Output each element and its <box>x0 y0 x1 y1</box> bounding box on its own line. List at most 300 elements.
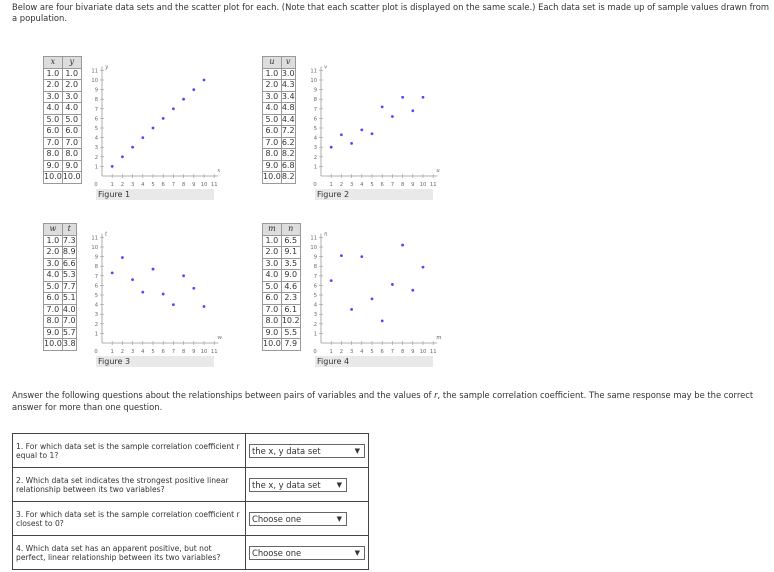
table-cell: 10.0 <box>44 339 62 349</box>
table-cell: 1.0 <box>44 68 63 80</box>
select-value: the x, y data set <box>252 445 321 456</box>
data-point <box>360 129 363 132</box>
table-row <box>263 316 301 328</box>
y-tick-label: 2 <box>94 321 98 328</box>
table-cell: 10.2 <box>281 316 300 326</box>
question-row-4 <box>13 536 369 570</box>
x-tick-label: 2 <box>120 349 125 355</box>
table-cell: 2.0 <box>263 80 282 92</box>
question-text: 2. Which data set indicates the strongest positive linear relationship between its two variables? <box>13 468 246 502</box>
x-tick-label: 3 <box>130 349 135 355</box>
table-cell: 8.0 <box>263 316 282 328</box>
scatter-plot-3 <box>91 231 222 358</box>
scatter-plot-2 <box>310 64 440 191</box>
table-cell: 2.0 <box>44 247 63 259</box>
y-tick-label: 9 <box>94 254 98 261</box>
y-tick-label: 6 <box>94 283 98 290</box>
x-tick-label: 9 <box>411 182 415 188</box>
y-tick-label: 7 <box>313 273 317 280</box>
x-tick-label: 11 <box>429 349 437 355</box>
table-cell: 8.2 <box>281 149 295 159</box>
x-tick-label: 3 <box>130 182 135 188</box>
y-tick-label: 5 <box>94 126 98 132</box>
table-row <box>263 160 296 172</box>
data-point <box>401 96 404 99</box>
y-tick-label: 3 <box>94 312 98 319</box>
data-point <box>111 165 114 168</box>
x-tick-label: 1 <box>329 349 333 355</box>
data-point <box>360 255 363 258</box>
data-point <box>381 320 384 323</box>
figure-caption: Figure 4 <box>315 356 433 367</box>
y-tick-label: 10 <box>91 78 98 84</box>
table-row <box>44 91 82 103</box>
data-point <box>131 278 134 281</box>
table-cell: 5.5 <box>281 327 300 339</box>
table-cell: 4.0 <box>263 103 282 115</box>
table-cell: 3.0 <box>263 91 282 103</box>
answer-select-1[interactable] <box>249 444 365 458</box>
table-cell: 9.0 <box>44 327 63 339</box>
x-tick-label: 11 <box>429 182 437 188</box>
table-cell: 3.0 <box>263 258 282 270</box>
data-point <box>391 283 394 286</box>
y-tick-label: 4 <box>313 302 317 309</box>
y-tick-label: 1 <box>313 331 317 338</box>
x-tick-label: 0 <box>313 349 317 355</box>
table-cell: 6.0 <box>44 126 63 138</box>
intro-part: , the sample correlation coefficient. The same response may be the correct answer for more than one question. <box>12 390 754 412</box>
data-point <box>330 146 333 149</box>
select-value: Choose one <box>252 513 302 524</box>
x-tick-label: 6 <box>380 349 384 355</box>
table-cell: 4.0 <box>62 304 76 314</box>
x-tick-label: 10 <box>200 349 208 355</box>
data-point <box>141 136 144 139</box>
table-cell: 6.6 <box>62 258 76 268</box>
question-row-2 <box>13 468 369 502</box>
intro-text: Below are four bivariate data sets and the scatter plot for each. (Note that each scatter plot is displayed on the same scale.) Each data set is made up of sample values drawn from a population. <box>12 2 770 23</box>
table-cell: 7.0 <box>62 137 81 149</box>
table-row <box>44 149 82 161</box>
answer-select-2[interactable] <box>249 478 347 492</box>
figure-caption: Figure 2 <box>315 189 433 200</box>
data-point <box>121 256 124 259</box>
table-row <box>263 126 296 138</box>
table-cell: 8.2 <box>281 172 295 182</box>
table-cell: 7.7 <box>62 281 76 291</box>
table-row <box>263 304 301 316</box>
y-tick-label: 4 <box>94 302 98 309</box>
table-cell: 7.0 <box>44 137 63 149</box>
y-tick-label: 1 <box>313 164 317 171</box>
table-row <box>44 339 77 351</box>
y-tick-label: 7 <box>94 273 98 280</box>
y-tick-label: 9 <box>313 87 317 94</box>
y-tick-label: 3 <box>313 312 317 319</box>
x-tick-label: 2 <box>339 349 344 355</box>
y-tick-label: 6 <box>313 283 317 290</box>
table-cell: 5.0 <box>62 114 81 126</box>
table-row <box>263 293 301 305</box>
table-cell: 7.0 <box>263 137 282 149</box>
dropdown-arrow-icon: ▼ <box>354 446 360 455</box>
data-table-3 <box>43 223 77 351</box>
x-tick-label: 11 <box>210 349 218 355</box>
data-point <box>203 79 206 82</box>
table-row <box>44 172 82 184</box>
y-tick-label: 5 <box>313 293 317 299</box>
col-header: w <box>44 224 63 236</box>
data-table-2 <box>262 56 296 184</box>
r-symbol: r <box>434 390 438 400</box>
data-point <box>131 146 134 149</box>
table-row <box>263 103 296 115</box>
col-header: v <box>281 57 295 69</box>
y-tick-label: 5 <box>94 293 98 299</box>
table-cell: 7.9 <box>281 339 300 351</box>
table-cell: 10.0 <box>44 172 62 182</box>
data-point <box>152 268 155 271</box>
x-tick-label: 6 <box>380 182 384 188</box>
table-cell: 7.0 <box>263 304 282 316</box>
table-cell: 2.0 <box>62 80 81 92</box>
data-point <box>152 127 155 130</box>
y-tick-label: 10 <box>91 245 98 251</box>
x-tick-label: 9 <box>411 349 415 355</box>
table-cell: 6.0 <box>263 126 282 138</box>
x-tick-label: 9 <box>192 349 196 355</box>
table-row <box>263 247 301 259</box>
answer-select-3[interactable] <box>249 512 347 526</box>
intro-part: Answer the following questions about the relationships between pairs of variables and the values of <box>12 390 435 400</box>
y-tick-label: 7 <box>94 106 98 113</box>
table-row <box>263 91 296 103</box>
data-point <box>192 88 195 91</box>
data-point <box>422 266 425 269</box>
x-axis-label: u <box>436 168 440 174</box>
x-tick-label: 8 <box>400 182 405 188</box>
question-row-3 <box>13 502 369 536</box>
table-cell: 8.9 <box>62 247 76 257</box>
question-text: 3. For which data set is the sample correlation coefficient r closest to 0? <box>13 502 246 536</box>
data-point <box>162 117 165 120</box>
y-tick-label: 3 <box>313 145 317 152</box>
table-row <box>44 293 77 305</box>
table-row <box>263 339 301 351</box>
table-cell: 3.5 <box>281 258 300 270</box>
x-tick-label: 4 <box>141 182 145 188</box>
select-value: Choose one <box>252 547 302 558</box>
question-text: 1. For which data set is the sample correlation coefficient r equal to 1? <box>13 434 246 468</box>
table-cell: 3.0 <box>44 258 63 270</box>
table-cell: 6.2 <box>281 137 295 147</box>
table-cell: 3.8 <box>62 339 76 349</box>
table-cell: 4.0 <box>44 270 63 282</box>
table-row <box>44 68 82 80</box>
question-text: 4. Which data set has an apparent positive, but not perfect, linear relationship between its two variables? <box>13 536 246 570</box>
y-tick-label: 4 <box>94 135 98 142</box>
table-cell: 10.0 <box>263 172 281 182</box>
y-tick-label: 10 <box>310 245 317 251</box>
table-cell: 7.2 <box>281 126 295 136</box>
table-row <box>44 316 77 328</box>
x-axis-label: w <box>217 335 222 341</box>
y-tick-label: 4 <box>313 135 317 142</box>
x-tick-label: 0 <box>313 182 317 188</box>
y-tick-label: 6 <box>94 116 98 123</box>
table-cell: 1.0 <box>263 235 282 247</box>
table-row <box>263 68 296 80</box>
x-tick-label: 3 <box>349 182 354 188</box>
y-tick-label: 9 <box>94 87 98 94</box>
table-row <box>44 327 77 339</box>
answer-select-4[interactable] <box>249 546 365 560</box>
table-cell: 8.0 <box>263 149 282 161</box>
table-row <box>263 149 296 161</box>
table-cell: 4.0 <box>263 270 282 282</box>
y-tick-label: 7 <box>313 106 317 113</box>
x-tick-label: 7 <box>390 182 395 188</box>
y-tick-label: 10 <box>310 78 317 84</box>
table-row <box>263 137 296 149</box>
table-cell: 6.8 <box>281 160 295 170</box>
col-header: u <box>263 57 282 69</box>
table-cell: 5.1 <box>62 293 76 303</box>
data-point <box>141 291 144 294</box>
x-tick-label: 7 <box>171 182 176 188</box>
table-cell: 3.0 <box>44 91 63 103</box>
data-point <box>192 287 195 290</box>
data-point <box>422 96 425 99</box>
table-cell: 4.6 <box>281 281 300 293</box>
table-cell: 9.0 <box>281 270 300 282</box>
table-cell: 10.0 <box>62 172 81 182</box>
questions-table <box>12 433 369 570</box>
table-row <box>263 80 296 92</box>
x-tick-label: 5 <box>370 349 374 355</box>
y-tick-label: 8 <box>313 97 317 104</box>
table-row <box>44 137 82 149</box>
table-cell: 5.3 <box>62 270 76 280</box>
x-tick-label: 6 <box>161 349 165 355</box>
table-cell: 9.0 <box>44 160 63 172</box>
table-cell: 3.0 <box>62 91 81 103</box>
data-point <box>340 133 343 136</box>
table-row <box>44 126 82 138</box>
table-cell: 2.3 <box>281 293 300 305</box>
y-tick-label: 11 <box>310 235 317 242</box>
y-tick-label: 8 <box>313 264 317 271</box>
figure-caption: Figure 3 <box>96 356 214 367</box>
data-point <box>111 272 114 275</box>
y-tick-label: 2 <box>94 154 98 161</box>
table-row <box>44 281 77 293</box>
col-header: y <box>62 57 81 69</box>
data-point <box>162 293 165 296</box>
x-tick-label: 7 <box>171 349 176 355</box>
table-cell: 5.7 <box>62 327 76 337</box>
x-tick-label: 4 <box>360 349 364 355</box>
table-cell: 2.0 <box>44 80 63 92</box>
table-cell: 4.0 <box>62 103 81 115</box>
y-tick-label: 11 <box>91 68 98 75</box>
table-cell: 10.0 <box>263 339 281 349</box>
x-tick-label: 1 <box>110 349 114 355</box>
col-header: n <box>281 224 300 236</box>
x-tick-label: 10 <box>200 182 208 188</box>
data-point <box>371 297 374 300</box>
table-cell: 4.8 <box>281 103 295 113</box>
table-row <box>44 270 77 282</box>
data-point <box>391 115 394 118</box>
x-tick-label: 5 <box>151 349 155 355</box>
y-tick-label: 1 <box>94 331 98 338</box>
table-cell: 5.0 <box>44 281 63 293</box>
table-cell: 4.0 <box>44 103 63 115</box>
table-row <box>44 80 82 92</box>
y-tick-label: 11 <box>91 235 98 242</box>
table-cell: 4.3 <box>281 80 295 90</box>
questions-intro <box>12 389 762 413</box>
y-axis-label: v <box>324 64 328 71</box>
x-tick-label: 1 <box>329 182 333 188</box>
x-tick-label: 0 <box>94 182 98 188</box>
y-tick-label: 8 <box>94 97 98 104</box>
y-tick-label: 11 <box>310 68 317 75</box>
data-table-4 <box>262 223 301 351</box>
x-tick-label: 0 <box>94 349 98 355</box>
table-cell: 1.0 <box>263 68 282 80</box>
table-row <box>44 103 82 115</box>
scatter-plot-4 <box>310 231 442 358</box>
data-point <box>172 107 175 110</box>
y-axis-label: t <box>105 231 108 238</box>
data-point <box>121 155 124 158</box>
x-tick-label: 7 <box>390 349 395 355</box>
table-row <box>44 304 77 316</box>
table-cell: 6.0 <box>62 126 81 138</box>
table-cell: 7.0 <box>62 316 76 326</box>
col-header: m <box>263 224 282 236</box>
x-tick-label: 6 <box>161 182 165 188</box>
table-cell: 2.0 <box>263 247 282 259</box>
x-tick-label: 4 <box>360 182 364 188</box>
table-cell: 9.0 <box>263 160 282 172</box>
table-row <box>263 281 301 293</box>
data-point <box>172 303 175 306</box>
table-cell: 7.0 <box>44 304 63 316</box>
y-tick-label: 8 <box>94 264 98 271</box>
y-axis-label: n <box>324 231 328 238</box>
table-cell: 7.3 <box>62 235 76 245</box>
table-cell: 1.0 <box>62 68 81 80</box>
x-tick-label: 10 <box>419 182 427 188</box>
y-tick-label: 1 <box>94 164 98 171</box>
table-row <box>44 114 82 126</box>
data-table-1 <box>43 56 82 184</box>
x-tick-label: 3 <box>349 349 354 355</box>
table-row <box>263 114 296 126</box>
table-cell: 5.0 <box>263 114 282 126</box>
table-cell: 9.0 <box>62 160 81 172</box>
table-cell: 9.0 <box>263 327 282 339</box>
x-tick-label: 5 <box>370 182 374 188</box>
data-point <box>411 289 414 292</box>
table-row <box>263 258 301 270</box>
x-tick-label: 1 <box>110 182 114 188</box>
data-point <box>401 244 404 247</box>
table-cell: 5.0 <box>44 114 63 126</box>
table-cell: 4.4 <box>281 114 295 124</box>
table-cell: 8.0 <box>44 316 63 328</box>
table-cell: 9.1 <box>281 247 300 259</box>
x-tick-label: 5 <box>151 182 155 188</box>
x-tick-label: 8 <box>181 349 186 355</box>
table-cell: 8.0 <box>44 149 63 161</box>
x-tick-label: 10 <box>419 349 427 355</box>
x-tick-label: 4 <box>141 349 145 355</box>
y-tick-label: 3 <box>94 145 98 152</box>
data-point <box>182 98 185 101</box>
x-tick-label: 8 <box>181 182 186 188</box>
table-cell: 6.0 <box>263 293 282 305</box>
table-cell: 8.0 <box>62 149 81 161</box>
table-row <box>44 160 82 172</box>
table-row <box>44 258 77 270</box>
table-row <box>44 235 77 247</box>
y-axis-label: y <box>105 64 109 71</box>
table-cell: 3.4 <box>281 91 295 101</box>
x-axis-label: x <box>217 168 221 174</box>
table-cell: 1.0 <box>44 235 63 247</box>
dropdown-arrow-icon: ▼ <box>354 548 360 557</box>
table-cell: 5.0 <box>263 281 282 293</box>
data-point <box>203 305 206 308</box>
dropdown-arrow-icon: ▼ <box>336 514 342 523</box>
x-tick-label: 2 <box>339 182 344 188</box>
y-tick-label: 2 <box>313 321 317 328</box>
figure-caption: Figure 1 <box>96 189 214 200</box>
y-tick-label: 6 <box>313 116 317 123</box>
table-cell: 6.5 <box>281 235 300 247</box>
y-tick-label: 5 <box>313 126 317 132</box>
data-point <box>182 274 185 277</box>
y-tick-label: 9 <box>313 254 317 261</box>
data-point <box>330 279 333 282</box>
table-row <box>263 235 301 247</box>
table-row <box>263 270 301 282</box>
col-header: x <box>44 57 63 69</box>
dropdown-arrow-icon: ▼ <box>336 480 342 489</box>
data-point <box>350 308 353 311</box>
table-row <box>263 327 301 339</box>
scatter-plot-1 <box>91 64 221 191</box>
question-row-1 <box>13 434 369 468</box>
x-tick-label: 8 <box>400 349 405 355</box>
col-header: t <box>62 224 76 236</box>
x-tick-label: 11 <box>210 182 218 188</box>
x-axis-label: m <box>436 335 442 341</box>
data-point <box>411 109 414 112</box>
y-tick-label: 2 <box>313 154 317 161</box>
table-row <box>263 172 296 184</box>
x-tick-label: 2 <box>120 182 125 188</box>
select-value: the x, y data set <box>252 479 321 490</box>
data-point <box>340 254 343 257</box>
table-cell: 6.1 <box>281 304 300 316</box>
data-point <box>350 142 353 145</box>
